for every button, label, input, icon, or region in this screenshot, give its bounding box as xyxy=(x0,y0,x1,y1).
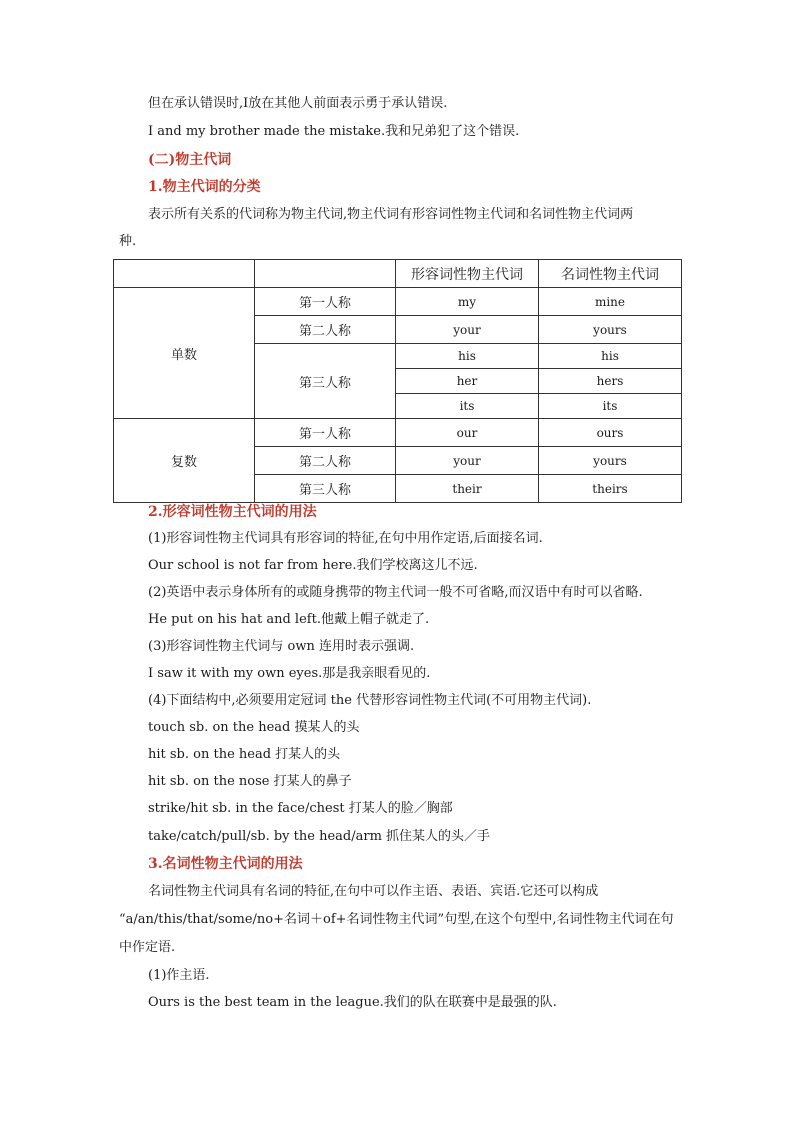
cell-adj: her xyxy=(396,369,539,394)
table-corner xyxy=(114,260,255,288)
header-noun-possessive: 名词性物主代词 xyxy=(539,260,682,288)
phrase-strike-face: strike/hit sb. in the face/chest 打某人的脸／胸部 xyxy=(148,801,453,816)
phrase-hit-nose: hit sb. on the nose 打某人的鼻子 xyxy=(148,774,352,789)
subheading-as-subject: (1)作主语. xyxy=(148,968,210,983)
cell-noun: yours xyxy=(539,316,682,344)
header-adjective-possessive: 形容词性物主代词 xyxy=(396,260,539,288)
phrase-touch-head: touch sb. on the head 摸某人的头 xyxy=(148,720,360,735)
heading-adjective-usage: 2.形容词性物主代词的用法 xyxy=(148,504,317,520)
heading-noun-usage: 3.名词性物主代词的用法 xyxy=(148,856,303,872)
rule-3: (3)形容词性物主代词与 own 连用时表示强调. xyxy=(148,639,415,654)
phrase-hit-head: hit sb. on the head 打某人的头 xyxy=(148,747,341,762)
heading-classification: 1.物主代词的分类 xyxy=(148,179,261,195)
example-2: He put on his hat and left.他戴上帽子就走了. xyxy=(148,612,430,627)
paragraph-noun-3: 中作定语. xyxy=(119,940,176,955)
cell-adj: his xyxy=(396,344,539,369)
cell-noun: theirs xyxy=(539,475,682,503)
example-1: Our school is not far from here.我们学校离这儿不远. xyxy=(148,558,478,573)
label-first-person: 第一人称 xyxy=(255,419,396,447)
cell-adj: your xyxy=(396,447,539,475)
cell-noun: hers xyxy=(539,369,682,394)
cell-adj: your xyxy=(396,316,539,344)
line-example-mistake: I and my brother made the mistake.我和兄弟犯了这个错误. xyxy=(148,124,520,139)
label-third-person: 第三人称 xyxy=(255,475,396,503)
cell-noun: yours xyxy=(539,447,682,475)
rule-4: (4)下面结构中,必须要用定冠词 the 代替形容词性物主代词(不可用物主代词). xyxy=(148,693,592,708)
label-first-person: 第一人称 xyxy=(255,288,396,316)
cell-adj: their xyxy=(396,475,539,503)
cell-noun: its xyxy=(539,394,682,419)
label-second-person: 第二人称 xyxy=(255,316,396,344)
label-plural: 复数 xyxy=(114,419,255,503)
heading-possessive-pronouns: (二)物主代词 xyxy=(148,152,232,168)
line-confession-note: 但在承认错误时,I放在其他人前面表示勇于承认错误. xyxy=(148,96,448,111)
rule-2: (2)英语中表示身体所有的或随身携带的物主代词一般不可省略,而汉语中有时可以省略. xyxy=(148,585,643,600)
label-singular: 单数 xyxy=(114,288,255,419)
cell-adj: our xyxy=(396,419,539,447)
paragraph-definition-cont: 种. xyxy=(119,234,137,249)
cell-noun: ours xyxy=(539,419,682,447)
cell-noun: his xyxy=(539,344,682,369)
cell-noun: mine xyxy=(539,288,682,316)
phrase-take-by-arm: take/catch/pull/sb. by the head/arm 抓住某人的头／手 xyxy=(148,829,491,844)
rule-1: (1)形容词性物主代词具有形容词的特征,在句中用作定语,后面接名词. xyxy=(148,531,543,546)
example-ours: Ours is the best team in the league.我们的队在联赛中是最强的队. xyxy=(148,995,557,1010)
label-second-person: 第二人称 xyxy=(255,447,396,475)
paragraph-definition: 表示所有关系的代词称为物主代词,物主代词有形容词性物主代词和名词性物主代词两 xyxy=(148,207,634,222)
paragraph-noun-2: “a/an/this/that/some/no+名词＋of+名词性物主代词”句型,在这个句型中,名词性物主代词在句 xyxy=(119,912,674,927)
cell-adj: its xyxy=(396,394,539,419)
cell-adj: my xyxy=(396,288,539,316)
paragraph-noun-1: 名词性物主代词具有名词的特征,在句中可以作主语、表语、宾语.它还可以构成 xyxy=(148,884,599,899)
table-corner-2 xyxy=(255,260,396,288)
possessive-pronoun-table xyxy=(113,259,682,503)
label-third-person: 第三人称 xyxy=(255,344,396,419)
example-3: I saw it with my own eyes.那是我亲眼看见的. xyxy=(148,666,431,681)
